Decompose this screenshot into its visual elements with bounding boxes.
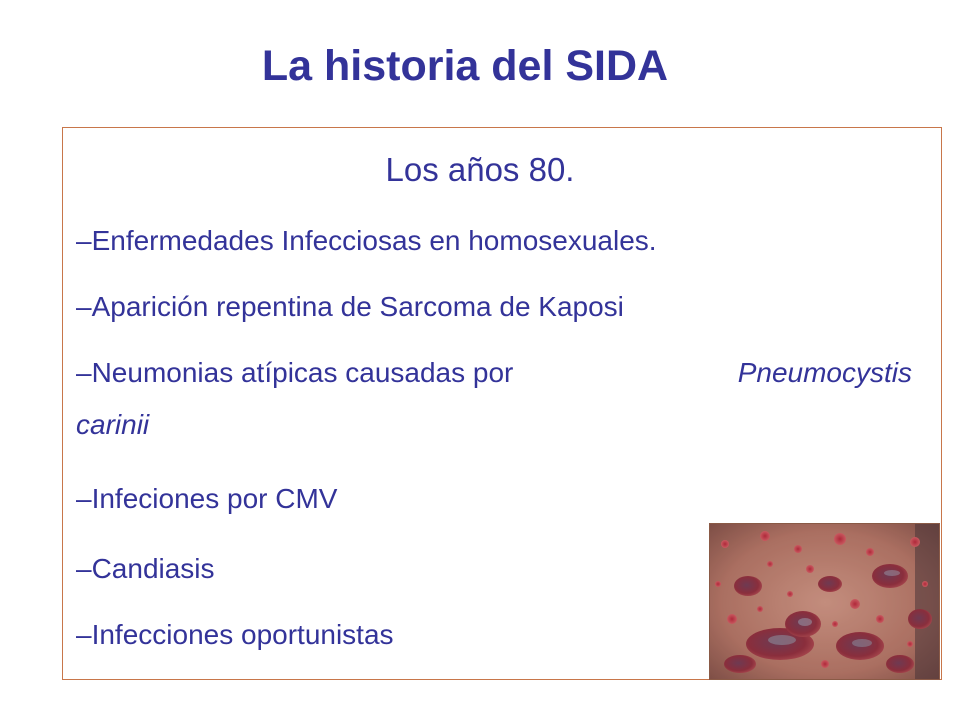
slide-title: La historia del SIDA xyxy=(261,42,669,90)
bullet-text: Enfermedades Infecciosas en homosexuales. xyxy=(91,225,657,256)
organism-name-species: carinii xyxy=(76,409,150,440)
bullet-text-prefix xyxy=(76,356,513,390)
bullet-text: Infecciones oportunistas xyxy=(91,619,394,650)
organism-name-genus: Pneumocystis xyxy=(737,357,912,388)
bullet-dash: – xyxy=(76,291,92,322)
list-item xyxy=(76,290,916,324)
slide-subtitle: Los años 80. xyxy=(385,151,575,188)
bullet-dash: – xyxy=(76,483,92,514)
list-item xyxy=(76,482,916,516)
bullet-text: Aparición repentina de Sarcoma de Kaposi xyxy=(91,291,624,322)
bullet-line-1 xyxy=(76,356,912,390)
bullet-dash: – xyxy=(76,225,92,256)
bullet-dash: – xyxy=(76,357,92,388)
bullet-text: Infeciones por CMV xyxy=(91,483,338,514)
list-item xyxy=(76,356,916,442)
bullet-dash: – xyxy=(76,619,92,650)
list-item xyxy=(76,224,916,258)
skin-lesions-image xyxy=(710,524,940,680)
bullet-dash: – xyxy=(76,553,92,584)
bullet-text: Candiasis xyxy=(91,553,215,584)
kaposi-sarcoma-skin-photo xyxy=(709,523,940,680)
bullet-text: Neumonias atípicas causadas por xyxy=(91,357,514,388)
